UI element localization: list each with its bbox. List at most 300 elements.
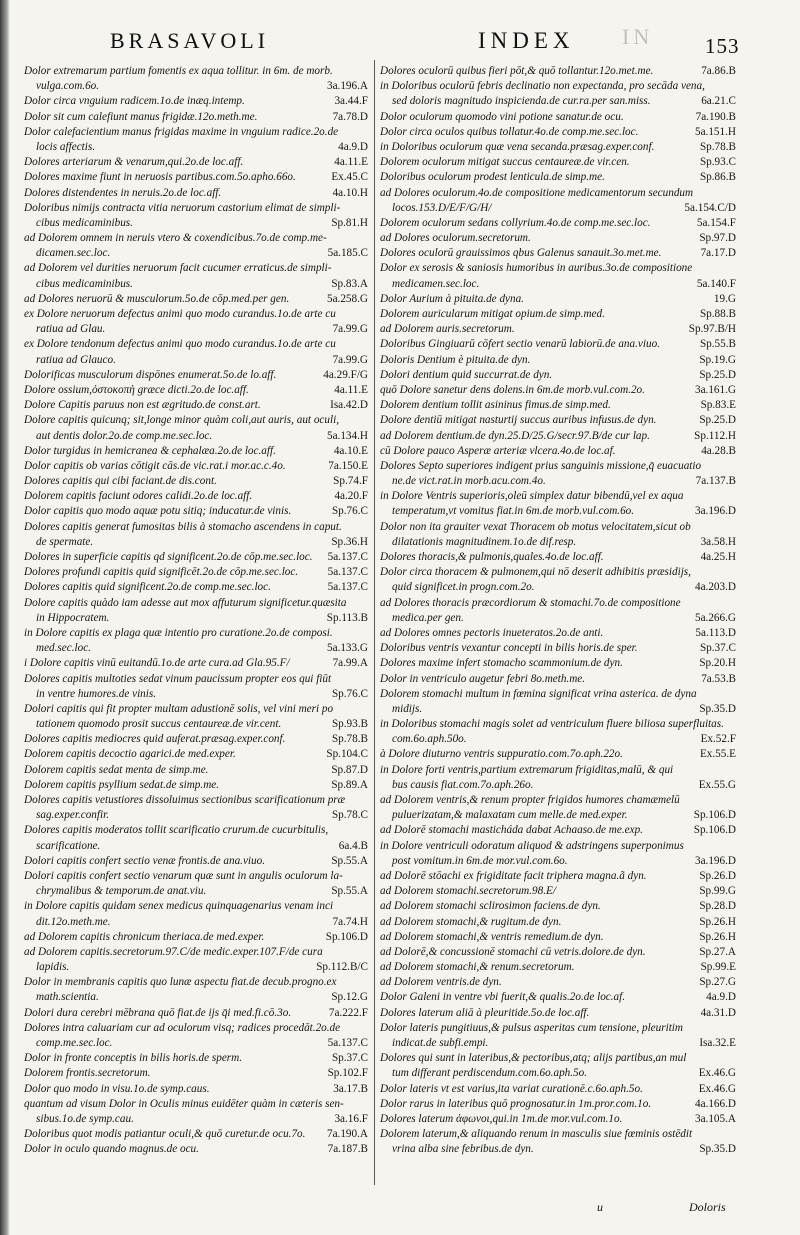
index-entry-reference: 19.G [711, 292, 736, 307]
index-entry-text: Dolorem oculorum sedans collyrium.4o.de comp.me.sec.loc. [380, 216, 651, 229]
index-entry-reference: Sp.104.C [323, 747, 368, 762]
index-entry-text: Dolores laterum aliā à pleuritide.5o.de loc.aff. [380, 1006, 590, 1019]
index-entry-line [380, 520, 738, 535]
index-entry-reference: 7a.99.G [330, 322, 368, 337]
index-entry-line [380, 565, 738, 580]
index-entry-reference: Isa.42.D [327, 398, 368, 413]
index-entry-text: Dolorem stomachi multum in fœmina significat vrina asterica. de dyna [380, 687, 697, 700]
index-entry-line [380, 930, 738, 945]
index-entry-reference: 7a.86.B [698, 64, 736, 79]
index-entry-line [380, 201, 738, 216]
index-entry-line [380, 64, 738, 79]
index-entry-line [380, 1006, 738, 1021]
index-entry-line [24, 307, 370, 322]
index-entry-text: ad Dolorem capitis.secretorum.97.C/de medic.exper.107.F/de cura [24, 945, 323, 958]
index-entry-line [380, 793, 738, 808]
index-entry-text: puluerizatam,& malaxatam cum melle.de med.exper. [392, 809, 628, 822]
index-entry-line [380, 353, 738, 368]
index-entry-reference: Sp.112.H [691, 429, 736, 444]
index-entry-line [380, 110, 738, 125]
index-entry-text: sibus.1o.de symp.cau. [36, 1112, 134, 1125]
book-gutter-shadow [0, 0, 10, 1235]
index-entry-line [380, 580, 738, 595]
index-entry-reference: 7a.17.D [698, 246, 736, 261]
index-entry-text: Dolorem laterum,& aliquando renum in masculis siue fœminis ostēdit [380, 1128, 693, 1141]
index-entry-reference: 3a.105.A [692, 1112, 736, 1127]
index-entry-reference: 7a.99.G [330, 353, 368, 368]
index-entry-line [380, 444, 738, 459]
index-entry-reference: 3a.16.F [331, 1112, 368, 1127]
index-entry-text: in Hippocratem. [36, 611, 110, 624]
index-entry-line [380, 429, 738, 444]
index-entry-text: ad Dolores neruorū & musculorum.5o.de cōp.med.per gen. [24, 292, 290, 305]
index-entry-line [380, 94, 738, 109]
index-entry-reference: 4a.20.F [331, 489, 368, 504]
index-entry-text: ad Dolorē stōachi ex frigiditate facit triphera magna.ã dyn. [380, 869, 647, 882]
index-entry-line [24, 353, 370, 368]
index-entry-line [380, 125, 738, 140]
index-entry-line [380, 1127, 738, 1142]
index-entry-reference: 4a.10.E [331, 444, 368, 459]
index-entry-line [380, 823, 738, 838]
index-entry-reference: 5a.137.C [325, 1036, 368, 1051]
index-entry-line [24, 778, 370, 793]
index-entry-text: vulga.com.6o. [36, 80, 100, 93]
index-entry-text: math.scientia. [36, 991, 99, 1004]
index-entry-reference: Sp.26.D [696, 869, 736, 884]
index-entry-text: Dolori dura cerebri mēbrana quō fiat.de ijs q̄i med.fi.cō.3o. [24, 1006, 292, 1019]
index-entry-text: Dolorem capitis faciunt odores calidi.2o.de loc.aff. [24, 490, 253, 503]
index-entry-reference: Sp.87.D [328, 763, 368, 778]
index-entry-text: comp.me.sec.loc. [36, 1037, 113, 1049]
index-entry-text: ad Dolores thoracis præcordiorum & stomachi.7o.de compositione [380, 596, 681, 609]
index-entry-text: Dolor turgidus in hemicranea & cephalæa.2o.de loc.aff. [24, 444, 276, 457]
index-entry-text: Dolores in superficie capitis qd significent.2o.de cōp.me.sec.loc. [24, 551, 313, 563]
index-entry-line [380, 413, 738, 428]
index-entry-text: ad Dolorem stomachi,& rugitum.de dyn. [380, 915, 562, 928]
index-entry-reference: 5a.154.C/D [681, 201, 736, 216]
index-entry-reference: 7a.74.H [330, 915, 368, 930]
index-entry-text: ratiua ad Glauco. [36, 353, 116, 366]
catchword: Doloris [689, 1200, 726, 1214]
index-entry-line [380, 717, 738, 732]
index-entry-line [24, 1097, 370, 1112]
index-entry-text: Dolores oculorū quibus fieri pōt,& quō tollantur.12o.met.me. [380, 65, 654, 77]
index-entry-reference: 7a.190.B [693, 110, 736, 125]
index-entry-line [24, 550, 370, 565]
index-entry-reference: Sp.89.A [328, 778, 368, 793]
index-entry-text: in Dolore Ventris superioris,oleū simplex datur bibendū,vel ex aqua [380, 490, 684, 503]
index-entry-text: Dolores maxime infert stomacho scammonium.de dyn. [380, 657, 623, 670]
index-entry-reference: 5a.154.F [694, 216, 736, 231]
index-entry-reference: Sp.35.D [696, 1142, 736, 1157]
index-entry-reference: Ex.55.E [697, 747, 736, 762]
index-entry-line [24, 368, 370, 383]
index-entry-line [380, 839, 738, 854]
signature-mark: u [597, 1200, 603, 1214]
index-entry-line [380, 261, 738, 276]
index-entry-reference: Ex.55.G [696, 778, 736, 793]
index-entry-line [24, 1082, 370, 1097]
index-entry-text: Dolorem capitis decoctio agarici.de med.exper. [24, 748, 236, 761]
index-entry-text: dit.12o.meth.me. [36, 915, 111, 928]
index-entry-text: Dolorem auricularum mitigat opium.de simp.med. [380, 308, 605, 320]
index-entry-line [24, 474, 370, 489]
index-entry-line [24, 747, 370, 762]
index-entry-reference: 3a.196.D [692, 504, 736, 519]
index-entry-text: Dolores intra caluariam cur ad oculorum visq; radices procedāt.2o.de [24, 1021, 341, 1034]
index-entry-text: Doloribus ventris vexantur concepti in bilis horis.de sper. [380, 642, 638, 655]
index-entry-text: in Doloribus oculorū febris declinatio non expectanda, pro secāda vena, [380, 80, 705, 93]
index-entry-text: dilatationis magnitudinem.1o.de dif.resp. [392, 535, 577, 548]
index-entry-line [24, 535, 370, 550]
index-entry-text: Dolores maxime fiunt in neruosis partibus.com.5o.apho.66o. [24, 171, 296, 184]
index-entry-reference: 7a.78.D [330, 110, 368, 125]
index-entry-reference: Sp.93.C [697, 155, 736, 170]
index-entry-line [380, 337, 738, 352]
index-entry-text: ad Dolorem stomachi sclirosimon faciens.de dyn. [380, 900, 601, 913]
index-entry-line [380, 1082, 738, 1097]
index-entry-text: vrina alba sine febribus.de dyn. [392, 1143, 534, 1156]
index-entry-reference: Sp.86.B [697, 170, 736, 185]
index-entry-line [24, 656, 370, 671]
index-entry-line [380, 763, 738, 778]
index-entry-text: Dolor circa oculos quibus tollatur.4o.de comp.me.sec.loc. [380, 125, 639, 138]
index-entry-reference: Sp.19.G [696, 353, 736, 368]
index-entry-line [380, 747, 738, 762]
index-entry-reference: Ex.46.G [696, 1066, 736, 1081]
index-entry-line [24, 292, 370, 307]
index-entry-line [24, 626, 370, 641]
index-entry-reference: 4a.25.H [698, 550, 736, 565]
index-entry-text: Dolore dentiū mitigat nasturtij succus auribus infusus.de dyn. [380, 414, 657, 427]
index-entry-text: Dolores arteriarum & venarum,qui.2o.de loc.aff. [24, 156, 244, 169]
index-entry-text: Dolore capitis quàdo iam adesse aut mox affuturum significetur.quæsita [24, 596, 347, 609]
index-entry-line [380, 277, 738, 292]
index-entry-line [380, 489, 738, 504]
index-entry-line [380, 687, 738, 702]
index-entry-line [24, 839, 370, 854]
index-entry-text: Dolor in membranis capitis quo lunæ aspectu fiat.de decub.progno.ex [24, 976, 337, 989]
index-entry-text: indicat.de subfi.empi. [392, 1037, 489, 1049]
index-entry-line [380, 307, 738, 322]
index-entry-text: locos.153.D/E/F/G/H/ [392, 201, 492, 214]
index-entry-reference: Sp.99.G [696, 884, 736, 899]
index-entry-reference: Sp.37.C [697, 641, 736, 656]
index-entry-text: com.6o.aph.50o. [392, 733, 467, 746]
index-entry-text: ad Dolores omnes pectoris inueteratos.2o.de anti. [380, 626, 604, 639]
index-entry-text: Dolorem capitis psyllium sedat.de simp.me. [24, 778, 220, 791]
index-entry-line [24, 1021, 370, 1036]
index-entry-text: Dolori capitis confert sectio venæ frontis.de ana.viuo. [24, 854, 266, 867]
index-entry-text: Dolor circa vnguium radicem.1o.de inæq.intemp. [24, 95, 245, 108]
index-entry-line [380, 1051, 738, 1066]
index-entry-line [24, 216, 370, 231]
index-entry-line [24, 261, 370, 276]
index-entry-line [24, 337, 370, 352]
index-entry-line [24, 277, 370, 292]
index-entry-text: in ventre humores.de vinis. [36, 687, 157, 700]
index-entry-text: cibus medicaminibus. [36, 216, 133, 229]
index-entry-line [24, 140, 370, 155]
index-entry-line [380, 945, 738, 960]
index-entry-reference: Sp.93.B [329, 717, 368, 732]
running-head-index: INDEX [478, 28, 575, 53]
index-entry-line [380, 656, 738, 671]
index-entry-text: Dolor sit cum calefiunt manus frigidæ.12o.meth.me. [24, 110, 258, 123]
index-entry-reference: Sp.55.A [328, 884, 368, 899]
index-entry-text: ad Dolorem stomachi.secretorum.98.E/ [380, 885, 556, 898]
index-entry-text: sag.exper.confir. [36, 809, 110, 822]
index-entry-text: medica.per gen. [392, 611, 464, 624]
index-entry-line [24, 1142, 370, 1157]
index-entry-line [380, 702, 738, 717]
index-entry-line [24, 170, 370, 185]
index-entry-text: post vomitum.in 6m.de mor.vul.com.6o. [392, 854, 568, 867]
index-entry-reference: 3a.44.F [331, 94, 368, 109]
index-entry-reference: 4a.31.D [698, 1006, 736, 1021]
index-entry-reference: Sp.28.D [696, 899, 736, 914]
index-entry-line [380, 170, 738, 185]
index-entry-line [24, 444, 370, 459]
index-entry-text: Dolorem dentium tollit asininus fimus.de simp.med. [380, 399, 611, 412]
index-entry-text: Dolores capitis qui cibi faciant.de dis.cont. [24, 475, 217, 488]
index-entry-reference: Sp.99.E [698, 960, 736, 975]
index-entry-text: ad Dolorem stomachi,& renum.secretorum. [380, 961, 575, 974]
index-entry-text: in Doloribus oculorum quæ vena secanda.præsag.exper.conf. [380, 140, 655, 153]
index-entry-line [24, 808, 370, 823]
index-entry-line [24, 899, 370, 914]
index-entry-text: Dolores capitis vetustiores dissoluimus sectionibus scarificationum præ [24, 794, 346, 806]
index-entry-text: Dolores oculorū grauissimos qbus Galenus sanauit.3o.met.me. [380, 247, 662, 260]
index-entry-reference: 4a.29.F/G [320, 368, 368, 383]
index-entry-line [380, 246, 738, 261]
index-entry-text: locis affectis. [36, 140, 96, 153]
index-entry-line [24, 1036, 370, 1051]
index-entry-text: ad Dolorem ventris,& renum propter frigidos humores chamæmelū [380, 794, 680, 806]
index-entry-reference: 4a.203.D [692, 580, 736, 595]
index-entry-text: Dolores capitis generat fumositas bilis à stomacho ascendens in caput. [24, 520, 342, 533]
index-entry-text: Doloribus Gingiuarū cōfert sectio venarū labiorū.de ana.viuo. [380, 338, 660, 351]
index-entry-text: scarificatione. [36, 839, 101, 852]
index-entry-text: in Dolore capitis quidam senex medicus quinquagenarius venam inci [24, 900, 334, 913]
page-number: 153 [705, 34, 740, 58]
index-entry-reference: Sp.35.D [696, 702, 736, 717]
index-entry-text: med.sec.loc. [36, 642, 91, 655]
index-entry-reference: 6a.4.B [336, 839, 368, 854]
index-entry-line [24, 94, 370, 109]
index-entry-line [380, 398, 738, 413]
index-entry-reference: Sp.27.A [696, 945, 736, 960]
index-entry-reference: Sp.97.B/H [686, 322, 736, 337]
index-entry-text: Dolor lateris pungitiuus,& pulsus asperitas cum tensione, pleuritim [380, 1021, 683, 1034]
index-entry-line [380, 1142, 738, 1157]
index-entry-line [24, 732, 370, 747]
index-entry-text: Dolor non ita grauiter vexat Thoracem ob motus velocitatem,sicut ob [380, 520, 691, 533]
index-entry-line [24, 884, 370, 899]
index-entry-reference: Ex.45.C [328, 170, 368, 185]
index-entry-reference: 4a.11.E [331, 155, 368, 170]
index-entry-line [24, 459, 370, 474]
index-entry-reference: Sp.55.A [328, 854, 368, 869]
index-entry-line [24, 702, 370, 717]
index-entry-line [24, 1066, 370, 1081]
index-entry-reference: 3a.58.H [698, 535, 736, 550]
index-entry-reference: 3a.196.A [324, 79, 368, 94]
index-entry-line [380, 808, 738, 823]
index-entry-line [24, 201, 370, 216]
index-entry-line [380, 231, 738, 246]
index-entry-reference: Sp.74.F [330, 474, 368, 489]
index-entry-text: cibus medicaminibus. [36, 277, 133, 290]
index-entry-line [24, 110, 370, 125]
index-entry-reference: Isa.32.E [696, 1036, 736, 1051]
index-entry-reference: 4a.9.D [703, 990, 736, 1005]
index-entry-reference: Sp.106.D [323, 930, 368, 945]
index-entry-line [24, 520, 370, 535]
index-entry-line [380, 1021, 738, 1036]
index-entry-text: Dolor circa thoracem & pulmonem,qui nō deserit adhibitis præsidijs, [380, 566, 691, 579]
index-entry-text: dicamen.sec.loc. [36, 247, 111, 260]
index-entry-reference: Sp.76.C [329, 687, 368, 702]
index-entry-text: Dolores Septo superiores indigent prius sanguinis missione,q̄ euacuatio [380, 459, 702, 472]
index-entry-line [24, 125, 370, 140]
index-entry-reference: Sp.112.B/C [313, 960, 368, 975]
index-entry-text: in Dolore ventriculi odoratum aliquod & adstringens superponimus [380, 839, 684, 852]
right-index-column [380, 64, 738, 1158]
index-entry-reference: Ex.52.F [698, 732, 736, 747]
left-index-column [24, 64, 370, 1158]
index-entry-text: Dolori capitis confert sectio venarum quæ sunt in angulis oculorum la- [24, 869, 343, 882]
running-head-author: BRASAVOLI [110, 28, 270, 53]
index-entry-line [24, 155, 370, 170]
index-entry-line [380, 140, 738, 155]
index-entry-line [24, 429, 370, 444]
index-entry-reference: 7a.190.A [324, 1127, 368, 1142]
index-entry-line [380, 915, 738, 930]
index-entry-line [24, 1127, 370, 1142]
index-entry-line [380, 504, 738, 519]
index-entry-text: ad Dolorem vel durities neruorum facit cucumer erraticus.de simpli- [24, 262, 332, 275]
index-entry-line [380, 1066, 738, 1081]
index-entry-text: quid significet.in progn.com.2o. [392, 581, 535, 594]
index-entry-text: ad Dolorem stomachi,& ventris remedium.de dyn. [380, 930, 604, 943]
index-entry-reference: Sp.55.B [697, 337, 736, 352]
index-entry-text: Dolor in ventriculo augetur febri 8o.meth.me. [380, 672, 586, 685]
index-entry-text: chrymalibus & temporum.de anat.viu. [36, 885, 207, 898]
index-entry-line [380, 459, 738, 474]
index-entry-line [24, 79, 370, 94]
index-entry-reference: 6a.21.C [698, 94, 736, 109]
index-entry-line [24, 596, 370, 611]
index-entry-text: in Dolore forti ventris,partium extremarum frigiditas,malū, & qui [380, 763, 674, 776]
index-entry-line [380, 216, 738, 231]
index-entry-text: quō Dolore sanetur dens dolens.in 6m.de morb.vul.com.2o. [380, 383, 645, 396]
index-entry-line [380, 869, 738, 884]
column-divider [374, 60, 375, 1185]
index-entry-text: Dolore capitis quicunq; sit,longe minor quàm coli,aut auris, aut oculi, [24, 414, 339, 427]
index-entry-text: Dolores capitis mediocres quid auferat.præsag.exper.conf. [24, 733, 286, 746]
index-entry-reference: Sp.106.D [691, 808, 736, 823]
index-entry-line [380, 155, 738, 170]
index-entry-text: bus causis fiat.com.7o.aph.26o. [392, 778, 534, 791]
index-entry-text: Dolores capitis moderatos tollit scarificatio crurum.de cucurbitulis, [24, 824, 329, 837]
index-entry-reference: Sp.102.F [325, 1066, 368, 1081]
index-entry-text: Dolori capitis qui fit propter multam adustionē solis, vel vini meri po [24, 702, 334, 715]
index-entry-text: ad Dolorem dentium.de dyn.25.D/25.G/secr.97.B/de cur lap. [380, 429, 650, 442]
index-entry-line [24, 945, 370, 960]
index-entry-reference: Sp.78.B [329, 732, 368, 747]
index-entry-line [380, 960, 738, 975]
index-entry-text: i Dolore capitis vinū euitandū.1o.de arte cura.ad Gla.95.F/ [24, 657, 290, 670]
index-entry-line [24, 64, 370, 79]
index-entry-text: Dolor quo modo in visu.1o.de symp.caus. [24, 1082, 210, 1095]
index-entry-text: lapidis. [36, 961, 70, 974]
index-entry-line [24, 717, 370, 732]
index-entry-text: Dolor calefacientium manus frigidas maxime in vnguium radice.2o.de [24, 125, 339, 138]
index-entry-line [24, 398, 370, 413]
index-entry-text: Dolor ex serosis & saniosis humoribus in auribus.3o.de compositione [380, 262, 693, 275]
index-entry-text: midijs. [392, 702, 423, 715]
index-entry-text: Doloribus quot modis patiantur oculi,& quō curetur.de ocu.7o. [24, 1128, 306, 1141]
index-entry-line [380, 186, 738, 201]
index-entry-reference: 3a.161.G [692, 383, 736, 398]
index-entry-text: Dolores profundi capitis quid significēt.2o.de cōp.me.sec.loc. [24, 566, 299, 579]
index-entry-line [24, 489, 370, 504]
index-entry-text: Dolor Galeni in ventre vbi fuerit,& qualis.2o.de loc.af. [380, 991, 626, 1004]
index-entry-line [24, 231, 370, 246]
index-entry-reference: Sp.78.B [697, 140, 736, 155]
index-entry-reference: Sp.78.C [329, 808, 368, 823]
index-entry-line [380, 884, 738, 899]
index-entry-reference: 5a.258.G [324, 292, 368, 307]
index-entry-text: Dolores thoracis,& pulmonis,quales.4o.de loc.aff. [380, 551, 604, 563]
index-entry-line [380, 596, 738, 611]
index-entry-text: aut dentis dolor.2o.de comp.me.sec.loc. [36, 429, 213, 442]
index-entry-reference: Sp.83.A [328, 277, 368, 292]
index-entry-line [24, 504, 370, 519]
index-entry-text: Dolores qui sunt in lateribus,& pectoribus,atq; alijs partibus,an mul [380, 1052, 687, 1065]
index-entry-reference: Sp.20.H [696, 656, 736, 671]
index-entry-text: ex Dolore tendonum defectus animi quo modo curandus.1o.de arte cu [24, 338, 336, 351]
index-entry-reference: 3a.196.D [692, 854, 736, 869]
index-entry-line [24, 383, 370, 398]
index-entry-reference: 5a.133.G [324, 641, 368, 656]
index-entry-text: ad Dolorem ventris.de dyn. [380, 976, 502, 989]
index-entry-reference: 7a.187.B [325, 1142, 368, 1157]
index-entry-reference: Sp.12.G [328, 990, 368, 1005]
index-entry-line [24, 580, 370, 595]
index-entry-line [24, 565, 370, 580]
index-entry-line [380, 1112, 738, 1127]
index-entry-text: in Dolore capitis ex plaga quæ intentio pro curatione.2o.de composi. [24, 626, 333, 639]
index-entry-line [24, 763, 370, 778]
index-entry-text: Dolorem capitis sedat menta de simp.me. [24, 763, 209, 776]
index-entry-reference: 4a.28.B [698, 444, 736, 459]
index-entry-reference: 5a.134.H [324, 429, 368, 444]
index-entry-text: Dolor oculorum quomodo vini potione sanatur.de ocu. [380, 110, 624, 123]
index-entry-text: Dolores distendentes in neruis.2o.de loc.aff. [24, 186, 222, 199]
index-entry-reference: 5a.137.C [325, 550, 368, 565]
index-entry-reference: Sp.37.C [329, 1051, 368, 1066]
index-entry-text: cū Dolore pauco Asperæ arteriæ vlcera.4o.de loc.af. [380, 444, 616, 457]
index-entry-text: ad Dolorem auris.secretorum. [380, 323, 515, 336]
index-entry-text: Dolores capitis quid significent.2o.de comp.me.sec.loc. [24, 581, 271, 594]
index-entry-reference: Sp.26.H [696, 915, 736, 930]
index-entry-line [380, 641, 738, 656]
index-entry-line [24, 641, 370, 656]
index-entry-text: ex Dolore neruorum defectus animi quo modo curandus.1o.de arte cu [24, 308, 336, 320]
